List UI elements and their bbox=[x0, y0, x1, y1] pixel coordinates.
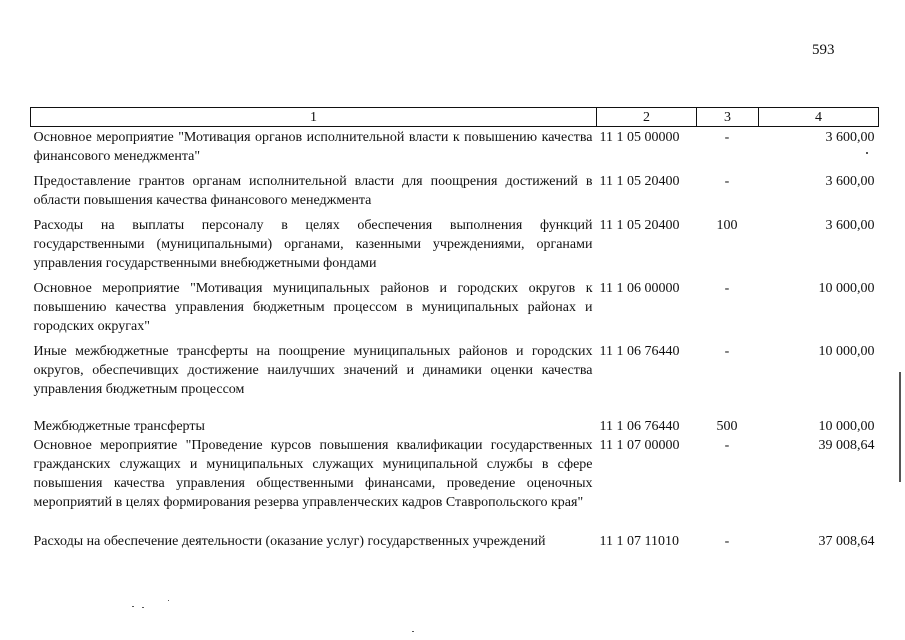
row-amount: 10 000,00 bbox=[818, 281, 875, 296]
row-expense-type: 500 bbox=[716, 419, 738, 434]
table-header bbox=[31, 108, 879, 127]
row-code: 11 1 05 20400 bbox=[599, 174, 680, 189]
row-description: Иные межбюджетные трансферты на поощрение муниципальных районов и городских округов, обеспечивщих достижение наилучших значений и динамики оценки качества управления бюджетным процессом bbox=[33, 344, 593, 397]
table-row bbox=[31, 336, 879, 399]
table-row bbox=[31, 399, 879, 436]
row-code: 11 1 07 11010 bbox=[599, 534, 679, 549]
row-code: 11 1 06 76440 bbox=[599, 344, 680, 359]
row-amount: 10 000,00 bbox=[818, 419, 875, 434]
scan-speck bbox=[412, 631, 414, 632]
row-expense-type: 100 bbox=[716, 218, 738, 233]
row-amount: 3 600,00 bbox=[825, 174, 875, 189]
row-description: Расходы на выплаты персоналу в целях обеспечения выполнения функций государственными (муниципальными) органами, казенными учреждениями, органами управления государственными внебюджетными фондами bbox=[33, 218, 593, 271]
table-row bbox=[31, 166, 879, 210]
table-row bbox=[31, 512, 879, 551]
row-amount: 3 600,00 bbox=[825, 218, 875, 233]
row-expense-type: - bbox=[724, 281, 730, 296]
row-code: 11 1 06 00000 bbox=[599, 281, 680, 296]
row-amount: 10 000,00 bbox=[818, 344, 875, 359]
table-row bbox=[31, 127, 879, 167]
row-code: 11 1 06 76440 bbox=[599, 419, 680, 434]
row-description: Предоставление грантов органам исполнительной власти для поощрения достижений в области повышения качества финансового менеджмента bbox=[33, 174, 593, 208]
row-description: Основное мероприятие "Проведение курсов повышения квалификации государственных гражданских служащих и муниципальных служащих муниципальной службы в сфере повышения качества управления общественными финансами, проведение оценочных мероприятий в целях формирования резерва управленческих кадров Ставропольского края" bbox=[33, 438, 593, 510]
row-expense-type: - bbox=[724, 534, 730, 549]
header-col-3: 3 bbox=[697, 108, 759, 127]
table-row bbox=[31, 436, 879, 512]
page-number: 593 bbox=[812, 42, 835, 58]
scan-speck bbox=[866, 152, 868, 154]
table-row bbox=[31, 273, 879, 336]
header-col-2: 2 bbox=[597, 108, 697, 127]
row-description: Межбюджетные трансферты bbox=[33, 419, 205, 434]
row-description: Основное мероприятие "Мотивация органов исполнительной власти к повышению качества финансового менеджмента" bbox=[33, 130, 593, 164]
row-expense-type: - bbox=[724, 174, 730, 189]
row-amount: 39 008,64 bbox=[818, 438, 875, 453]
row-description: Основное мероприятие "Мотивация муниципальных районов и городских округов к повышению качества управления бюджетным процессом в муниципальных районах и городских округах" bbox=[33, 281, 593, 334]
row-amount: 3 600,00 bbox=[825, 130, 875, 145]
budget-table bbox=[30, 107, 879, 551]
scan-margin-line bbox=[899, 372, 901, 482]
row-expense-type: - bbox=[724, 438, 730, 453]
row-code: 11 1 05 00000 bbox=[599, 130, 680, 145]
row-expense-type: - bbox=[724, 344, 730, 359]
scan-speck bbox=[168, 600, 169, 601]
table-row bbox=[31, 210, 879, 273]
row-code: 11 1 05 20400 bbox=[599, 218, 680, 233]
header-col-4: 4 bbox=[759, 108, 879, 127]
row-description: Расходы на обеспечение деятельности (оказание услуг) государственных учреждений bbox=[33, 534, 546, 549]
row-code: 11 1 07 00000 bbox=[599, 438, 680, 453]
row-amount: 37 008,64 bbox=[818, 534, 875, 549]
header-col-1: 1 bbox=[31, 108, 597, 127]
row-expense-type: - bbox=[724, 130, 730, 145]
scan-speck bbox=[142, 607, 144, 608]
scan-speck bbox=[132, 606, 134, 607]
